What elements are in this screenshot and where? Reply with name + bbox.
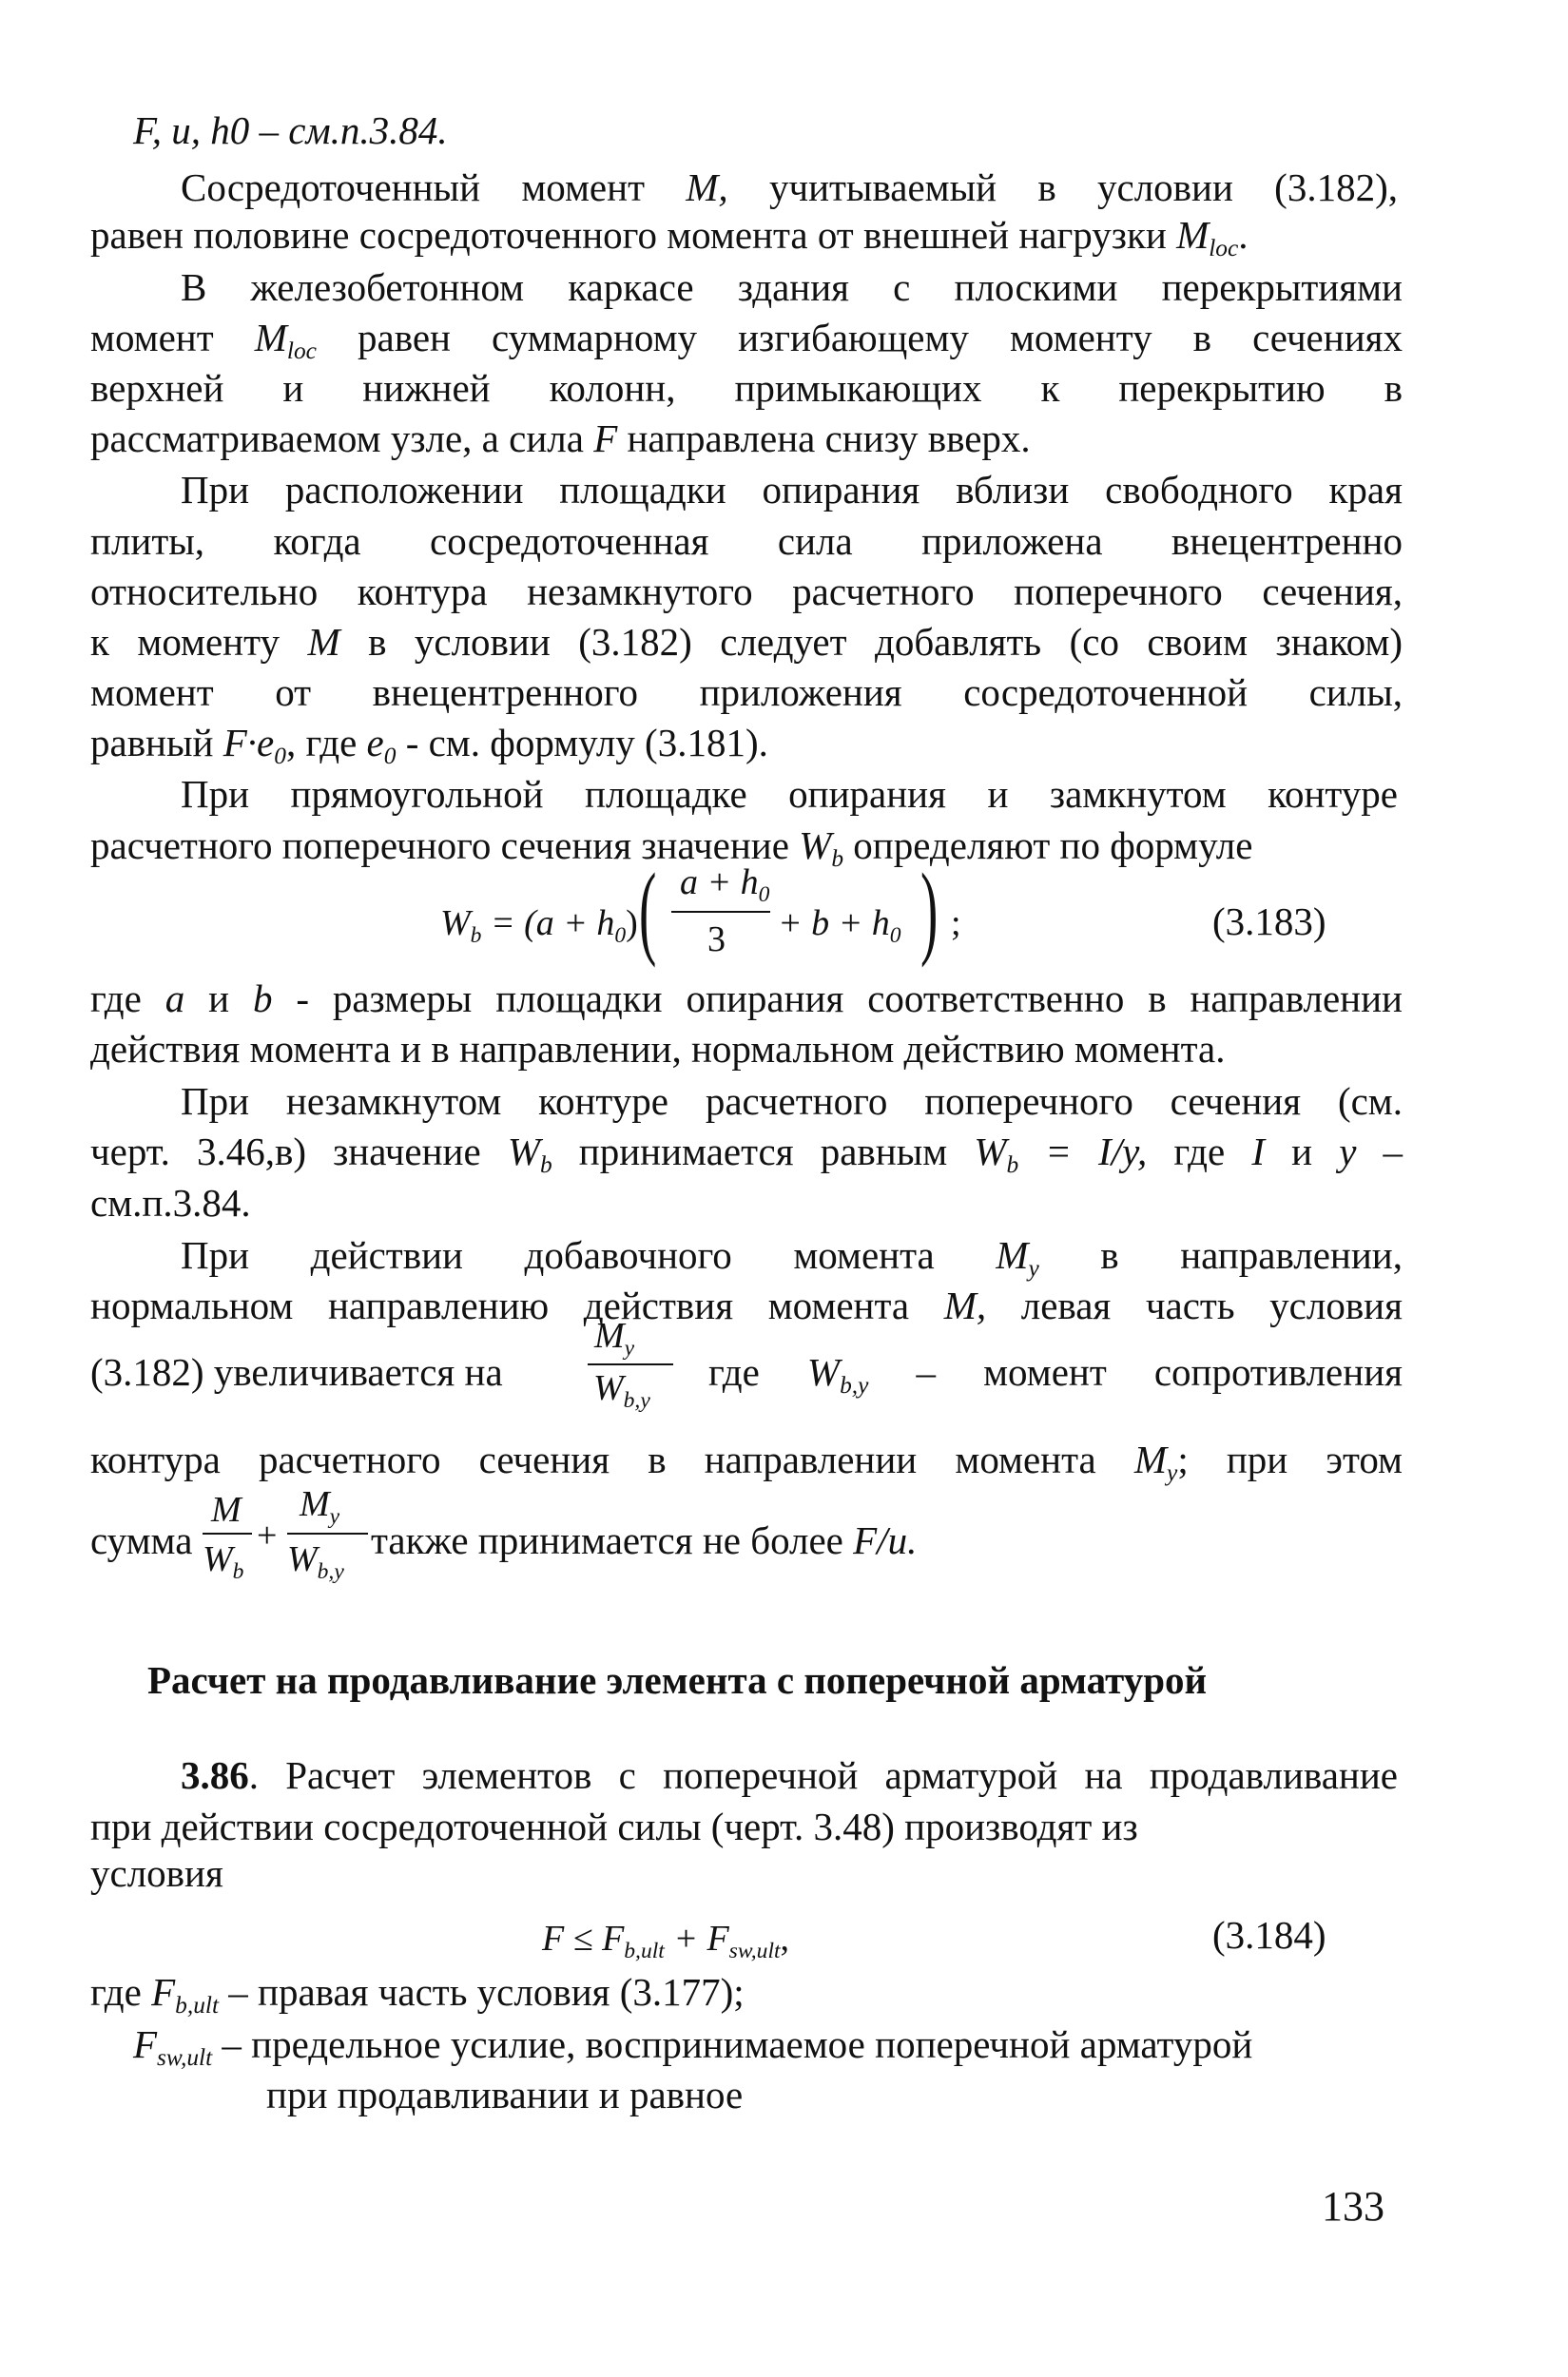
text-span: учитываемый в условии (3.182), (727, 165, 1398, 209)
text-span: где (708, 1350, 807, 1394)
formula-part: ) (626, 903, 638, 943)
paragraph-line (181, 263, 1403, 311)
text-span: При прямоугольной площадке опирания и замкнутом контуре (181, 772, 1398, 816)
formula-part: ; (951, 903, 961, 943)
paragraph-line (90, 211, 1249, 264)
subscript: y (1028, 1255, 1039, 1283)
text-span: При действии добавочного момента (181, 1233, 997, 1277)
text-span: условия (90, 1851, 223, 1895)
symbol: F (593, 416, 618, 460)
fraction-bar (588, 1363, 673, 1365)
formula-body (542, 1915, 789, 1967)
text-span: и (184, 976, 253, 1020)
paragraph-line (90, 1436, 1403, 1489)
text-span: черт. 3.46,в) значение (90, 1130, 508, 1173)
page-number: 133 (1322, 2183, 1384, 2230)
fraction-numerator (594, 1317, 634, 1360)
subscript: loc (1209, 235, 1239, 262)
paragraph-line (90, 1128, 1403, 1181)
symbol: W (799, 823, 832, 867)
subscript: y (1167, 1459, 1178, 1487)
text-span: – предельное усилие, воспринимаемое поперечной арматурой (212, 2022, 1253, 2066)
text-span: равный (90, 721, 223, 764)
subscript: loc (286, 338, 317, 365)
subscript: b (539, 1151, 552, 1179)
symbol: M (300, 1484, 330, 1524)
paragraph-line (90, 975, 1403, 1022)
text-span: Сосредоточенный момент (181, 165, 687, 209)
formula-lhs (440, 899, 638, 952)
text-span: – правая часть условия (3.177); (219, 1970, 745, 2014)
text-span: нормальном направлению действия момента (90, 1284, 944, 1327)
formula-part: = I/y, (1018, 1130, 1148, 1173)
symbol: F·e (223, 721, 275, 764)
formula-part: a + h (680, 862, 759, 902)
paragraph-line (90, 821, 1252, 875)
symbol: y (1339, 1130, 1357, 1173)
paragraph-line (266, 2071, 743, 2118)
subscript: b,y (840, 1372, 869, 1400)
text-span: в условии (3.182) следует добавлять (со своим знаком) (339, 620, 1403, 664)
equation-number: (3.184) (1212, 1913, 1326, 1957)
fraction-denominator (287, 1540, 344, 1583)
paragraph-line (90, 668, 1403, 716)
text-span: расчетного поперечного сечения значение (90, 823, 800, 867)
text-span: также принимается не более (371, 1518, 854, 1562)
text-span: (3.182) увеличивается на (90, 1350, 503, 1394)
text-span: верхней и нижней колонн, примыкающих к перекрытию в (90, 366, 1403, 410)
symbol: M (1176, 213, 1210, 257)
text-span: контура расчетного сечения в направлении момента (90, 1438, 1134, 1481)
subscript: y (624, 1335, 635, 1361)
subscript: b (1006, 1151, 1019, 1179)
paragraph-line (181, 770, 1398, 818)
paragraph-line (181, 1231, 1403, 1285)
paragraph-line (90, 1282, 1403, 1329)
subscript: b,ult (624, 1938, 665, 1963)
text-span: равен суммарному изгибающему моменту в сечениях (316, 316, 1403, 359)
text-span: в направлении, (1038, 1233, 1403, 1277)
text-span: где (1147, 1130, 1252, 1173)
fraction-bar (671, 911, 770, 913)
subscript: 0 (889, 922, 901, 948)
paragraph-line (90, 618, 1403, 666)
paragraph-line (90, 314, 1403, 367)
text-span: направлена снизу вверх. (617, 416, 1031, 460)
text-span: При незамкнутом контуре расчетного поперечного сечения (см. (181, 1079, 1403, 1123)
text-span: к моменту (90, 620, 308, 664)
symbol: e (366, 721, 384, 764)
symbol: M (1133, 1438, 1168, 1481)
text-span: момент от внецентренного приложения сосредоточенной силы, (90, 670, 1403, 714)
plus-sign: + (257, 1516, 278, 1556)
symbol: M (307, 620, 340, 664)
section-heading: Расчет на продавливание элемента с поперечной арматурой (147, 1658, 1208, 1702)
paragraph-line (133, 2020, 1252, 2074)
text-span: при продавливании и равное (266, 2073, 744, 2116)
symbol: W (974, 1130, 1007, 1173)
formula-tail (778, 899, 901, 952)
subscript: 0 (383, 743, 397, 770)
paragraph-line (90, 719, 768, 772)
section-number: 3.86 (181, 1753, 249, 1797)
text-span: см.п.3.84. (90, 1181, 251, 1225)
paragraph-line (90, 1803, 1138, 1850)
text-span: момент (90, 316, 255, 359)
subscript: b (831, 845, 844, 873)
text-span: . (1238, 213, 1249, 257)
paragraph-line (90, 517, 1403, 565)
symbol: W (507, 1130, 540, 1173)
text-span: плиты, когда сосредоточенная сила приложена внецентренно (90, 519, 1403, 563)
fraction-numerator (680, 863, 769, 906)
text-span: ; при этом (1177, 1438, 1403, 1481)
text-span: левая часть условия (986, 1284, 1403, 1327)
paragraph-line (90, 1849, 223, 1897)
formula-part: F ≤ F (542, 1919, 625, 1959)
fraction-bar (203, 1533, 252, 1535)
symbol: I (1251, 1130, 1266, 1173)
formula-part: = (a + h (481, 903, 615, 943)
equation-number: (3.183) (1212, 899, 1326, 943)
paragraph-line (90, 364, 1403, 412)
text-span: относительно контура незамкнутого расчетного поперечного сечения, (90, 570, 1403, 613)
fraction-denominator: 3 (707, 919, 726, 959)
text-span: – (1356, 1130, 1403, 1173)
text-span: действия момента и в направлении, нормальном действию момента. (90, 1027, 1226, 1071)
text-span: В железобетонном каркасе здания с плоскими перекрытиями (181, 265, 1403, 309)
fraction-denominator (203, 1540, 243, 1583)
text-span: - размеры площадки опирания соответственно в направлении (272, 976, 1403, 1020)
subscript: 0 (614, 922, 627, 948)
symbol: W (440, 903, 471, 943)
formula-part: + b + h (778, 903, 890, 943)
left-paren: ( (639, 852, 657, 968)
text-span: определяют по формуле (843, 823, 1253, 867)
text-span: равен половине сосредоточенного момента от внешней нагрузки (90, 213, 1177, 257)
text-span: принимается равным (552, 1130, 975, 1173)
subscript: b (470, 922, 482, 948)
fraction-numerator: M (211, 1490, 242, 1530)
text-span: , где (285, 721, 367, 764)
formula-part: + F (664, 1919, 729, 1959)
text-span: – момент сопротивления (868, 1350, 1403, 1394)
text-span: при действии сосредоточенной силы (черт. 3.48) производят из (90, 1805, 1138, 1848)
subscript: y (329, 1503, 340, 1529)
subscript: b (232, 1558, 244, 1584)
symbol: b (252, 976, 273, 1020)
variables-reference: F, u, h0 – см.п.3.84. (133, 108, 448, 152)
text-span: При расположении площадки опирания вблизи свободного края (181, 468, 1403, 512)
symbol: W (203, 1539, 233, 1579)
paragraph-line (90, 568, 1403, 615)
fraction-numerator (300, 1485, 339, 1528)
paragraph-line (181, 164, 1398, 211)
subscript: sw,ult (157, 2044, 213, 2072)
symbol: M, (943, 1284, 987, 1327)
text-span: . Расчет элементов с поперечной арматурой на продавливание (248, 1753, 1398, 1797)
symbol: M (996, 1233, 1029, 1277)
paragraph-line (90, 1179, 251, 1227)
symbol: W (287, 1539, 318, 1579)
symbol: M (254, 316, 287, 359)
fraction-denominator (593, 1369, 650, 1412)
paragraph-line (90, 1968, 745, 2021)
formula-part: , (780, 1919, 790, 1959)
symbol: F (151, 1970, 176, 2014)
paragraph-line (90, 415, 1031, 462)
right-paren: ) (920, 852, 939, 968)
text-line (133, 106, 448, 154)
subscript: 0 (758, 881, 770, 907)
symbol: F/u. (853, 1518, 918, 1562)
symbol: M, (686, 165, 728, 209)
symbol: M (594, 1316, 625, 1356)
text-span: - см. формулу (3.181). (396, 721, 768, 764)
text-span: сумма (90, 1518, 193, 1562)
text-span (708, 1348, 1403, 1401)
symbol: a (165, 976, 185, 1020)
fraction-bar (287, 1533, 368, 1535)
paragraph-line (90, 1025, 1225, 1073)
text-span (371, 1517, 917, 1564)
paragraph-line (181, 1751, 1398, 1799)
paragraph-line (181, 466, 1403, 513)
symbol: W (806, 1350, 841, 1394)
subscript: b,y (317, 1558, 344, 1584)
subscript: sw,ult (728, 1938, 781, 1963)
subscript: b,y (623, 1387, 650, 1413)
subscript: b,ult (175, 1992, 220, 2019)
symbol: W (593, 1368, 624, 1408)
text-span: где (90, 976, 165, 1020)
subscript: 0 (274, 743, 286, 770)
text-span: где (90, 1970, 152, 2014)
symbol: F (133, 2022, 158, 2066)
text-span: и (1265, 1130, 1340, 1173)
paragraph-line (181, 1077, 1403, 1125)
text-span: рассматриваемом узле, а сила (90, 416, 594, 460)
